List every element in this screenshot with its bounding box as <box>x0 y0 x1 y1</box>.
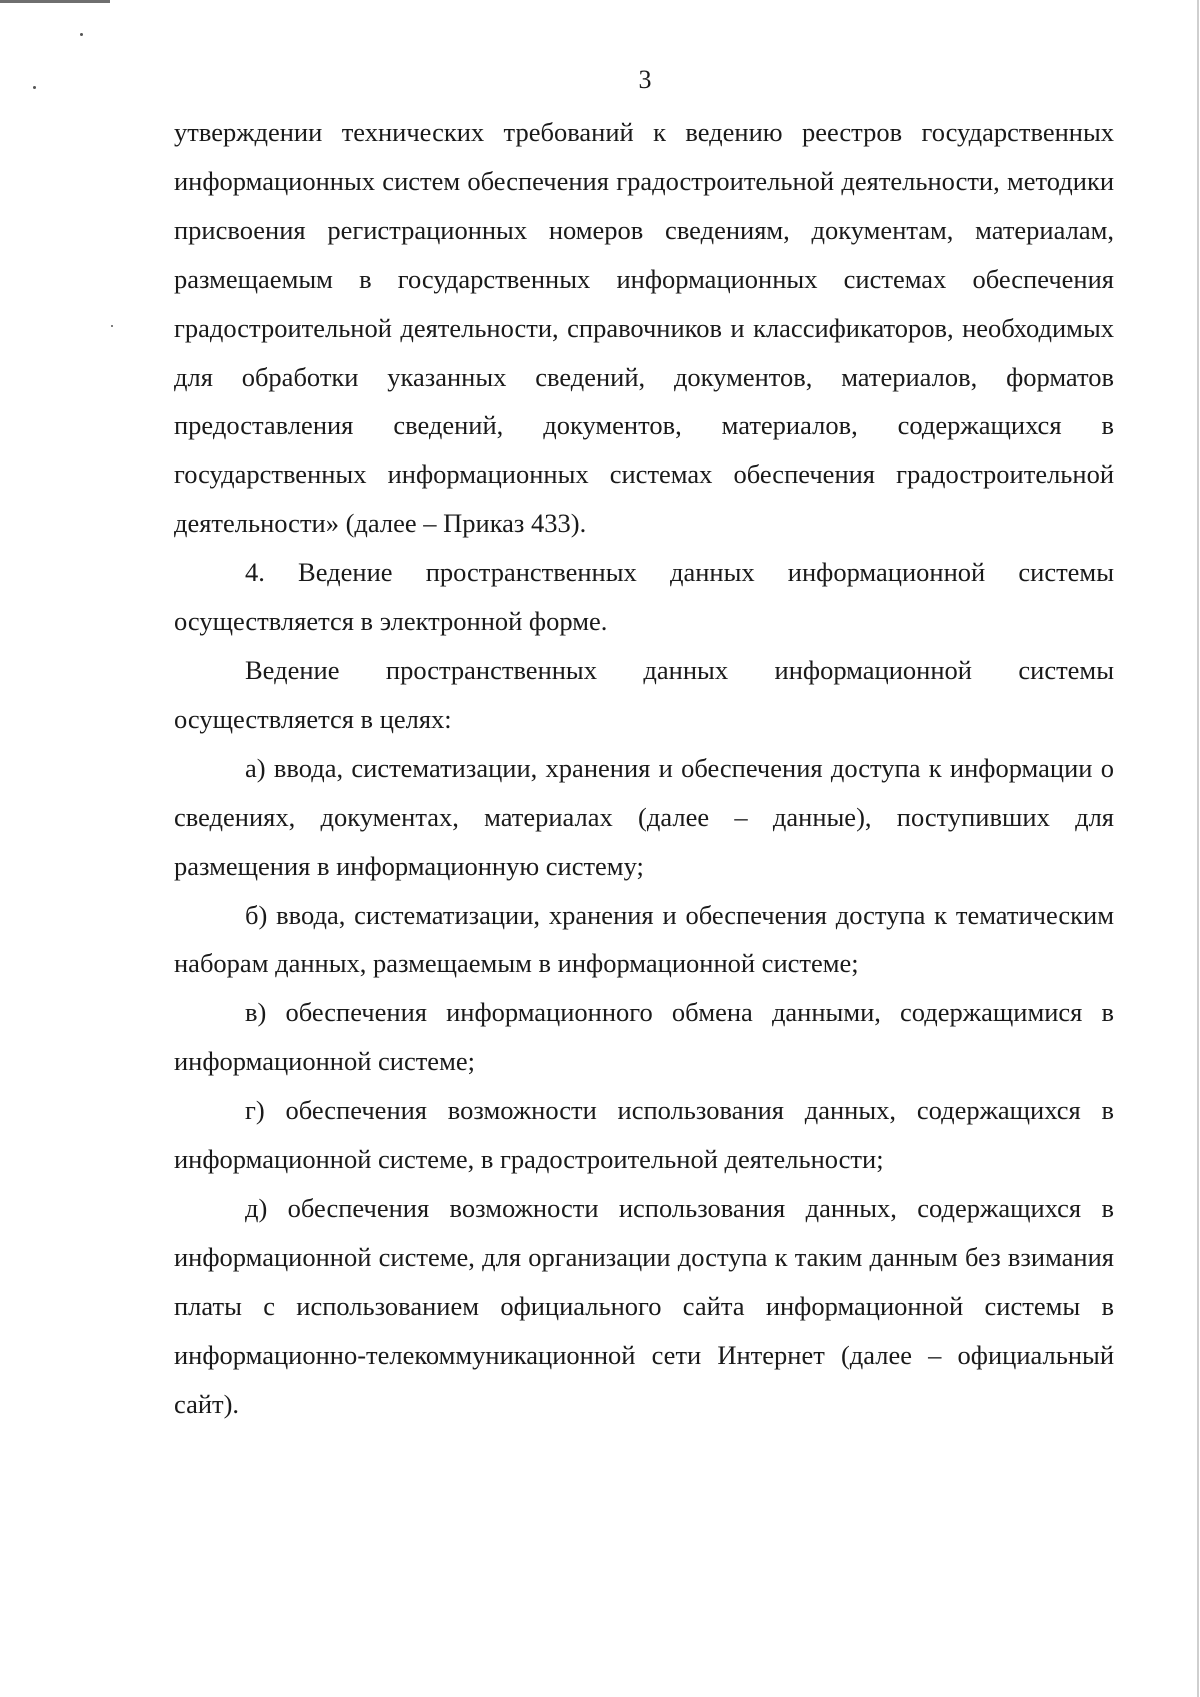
scan-edge-right <box>1197 0 1199 1697</box>
paragraph-item-a: а) ввода, систематизации, хранения и обеспечения доступа к информации о сведениях, документах, материалах (далее – данные), поступивших для размещения в информационную систему; <box>174 752 1114 881</box>
scan-edge-top <box>0 0 110 3</box>
page-number: 3 <box>638 65 652 94</box>
paragraph-item-b: б) ввода, систематизации, хранения и обеспечения доступа к тематическим наборам данных, размещаемым в информационной системе; <box>174 899 1114 979</box>
scan-speck <box>111 325 113 327</box>
paragraph-item-d: д) обеспечения возможности использования данных, содержащихся в информационной системе, для организации доступа к таким данным без взимания платы с использованием официального сайта информационной системы в информационно-телекоммуникационной сети Интернет (далее – официальный сайт). <box>174 1192 1114 1419</box>
document-body <box>174 108 1114 1428</box>
paragraph-item-v: в) обеспечения информационного обмена данными, содержащимися в информационной системе; <box>174 997 1114 1077</box>
paragraph-item-g: г) обеспечения возможности использования данных, содержащихся в информационной системе, в градостроительной деятельности; <box>174 1095 1114 1175</box>
paragraph-continued: утверждении технических требований к ведению реестров государственных информационных систем обеспечения градостроительной деятельности, методики присвоения регистрационных номеров сведениям, документам, материалам, размещаемым в государственных информационных системах обеспечения градостроительной деятельности, справочников и классификаторов, необходимых для обработки указанных сведений, документов, материалов, форматов предоставления сведений, документов, материалов, содержащихся в государственных информационных системах обеспечения градостроительной деятельности» (далее – Приказ 433). <box>174 117 1114 539</box>
scan-speck <box>80 33 83 36</box>
paragraph-item-4: 4. Ведение пространственных данных информационной системы осуществляется в электронной форме. <box>174 557 1114 637</box>
paragraph-goals: Ведение пространственных данных информационной системы осуществляется в целях: <box>174 654 1114 734</box>
